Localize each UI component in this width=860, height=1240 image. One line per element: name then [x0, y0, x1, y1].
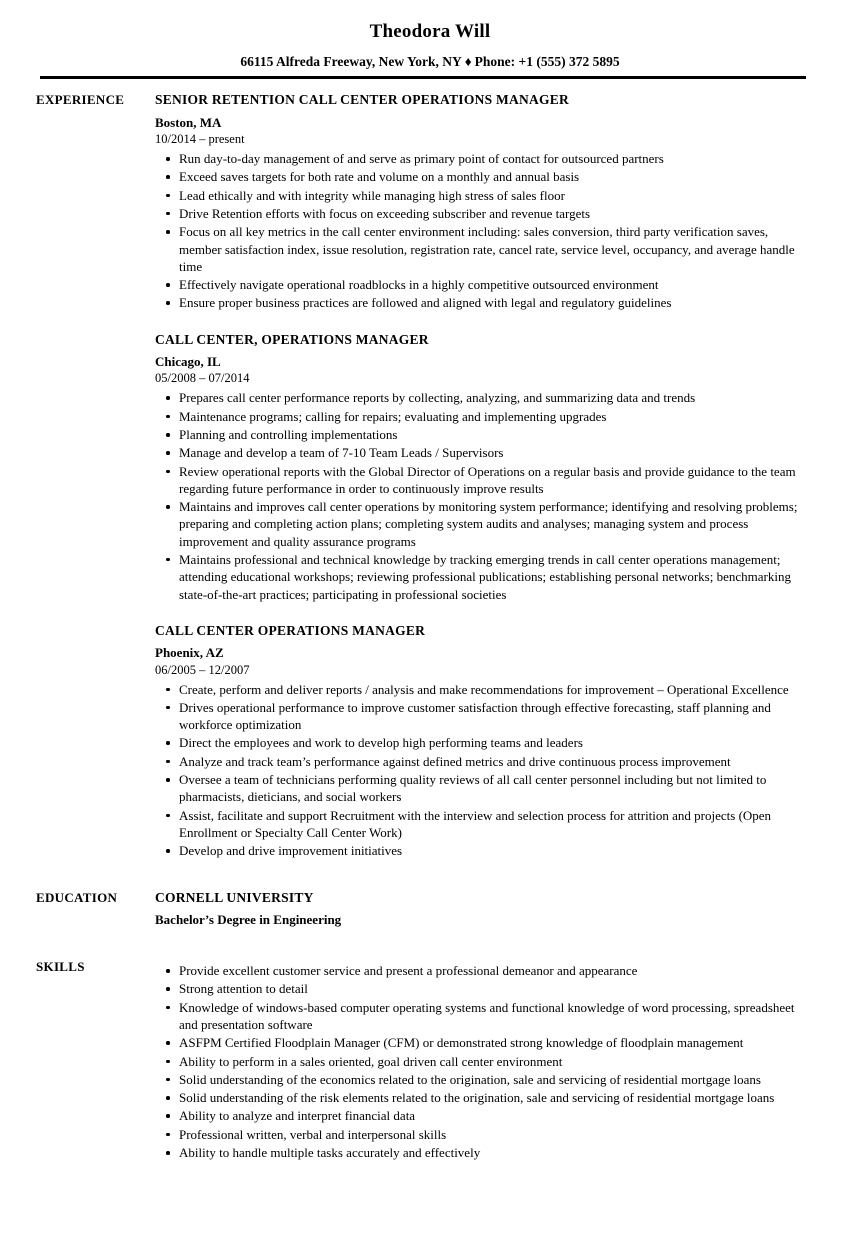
job-bullet: Exceed saves targets for both rate and volume on a monthly and annual basis	[155, 168, 810, 185]
skill-bullet: Ability to handle multiple tasks accurately and effectively	[155, 1144, 810, 1161]
job-bullet: Planning and controlling implementations	[155, 426, 810, 443]
job-location: Phoenix, AZ	[155, 645, 224, 661]
job-dates: 06/2005 – 12/2007	[155, 662, 250, 677]
education-school: CORNELL UNIVERSITY	[155, 890, 314, 906]
section-label-education: EDUCATION	[36, 890, 118, 906]
job-title: SENIOR RETENTION CALL CENTER OPERATIONS MANAGER	[155, 92, 569, 108]
job-entry	[155, 623, 810, 860]
skill-bullet: Provide excellent customer service and present a professional demeanor and appearance	[155, 962, 810, 979]
job-bullet: Analyze and track team’s performance against defined metrics and drive continuous process improvement	[155, 753, 810, 770]
job-bullet: Ensure proper business practices are followed and aligned with legal and regulatory guidelines	[155, 294, 810, 311]
job-bullet: Maintains and improves call center operations by monitoring system performance; identifying and resolving problems; preparing and completing action plans; completing system audits and analyses; managing system and process improvement and quality assurance programs	[155, 498, 810, 550]
contact-line	[0, 54, 860, 70]
job-dates: 10/2014 – present	[155, 132, 245, 147]
job-bullet: Maintains professional and technical knowledge by tracking emerging trends in call center operations management; attending educational workshops; reviewing professional publications; establishing personal networks; benchmarking state-of-the-art practices; participating in professional societies	[155, 551, 810, 603]
job-location: Chicago, IL	[155, 353, 221, 369]
resume-header	[0, 0, 860, 79]
skill-bullet: Professional written, verbal and interpersonal skills	[155, 1126, 810, 1143]
job-bullet: Develop and drive improvement initiatives	[155, 842, 810, 859]
skill-bullet: Ability to perform in a sales oriented, goal driven call center environment	[155, 1053, 810, 1070]
job-bullet-list	[155, 681, 810, 860]
skill-bullet: Strong attention to detail	[155, 980, 810, 997]
job-bullet-list	[155, 389, 810, 602]
education-degree: Bachelor’s Degree in Engineering	[155, 911, 342, 927]
skill-bullet: ASFPM Certified Floodplain Manager (CFM) or demonstrated strong knowledge of floodplain management	[155, 1034, 810, 1051]
skills-section	[0, 959, 860, 1161]
section-label-experience: EXPERIENCE	[36, 92, 125, 108]
job-bullet: Lead ethically and with integrity while managing high stress of sales floor	[155, 187, 810, 204]
job-title: CALL CENTER OPERATIONS MANAGER	[155, 622, 426, 638]
job-entry	[155, 332, 810, 603]
contact-address: 66115 Alfreda Freeway, New York, NY	[240, 53, 462, 69]
skill-bullet: Ability to analyze and interpret financial data	[155, 1107, 810, 1124]
diamond-separator-icon: ♦	[464, 53, 472, 69]
education-entry	[155, 890, 810, 927]
header-divider	[40, 76, 806, 79]
job-bullet: Prepares call center performance reports by collecting, analyzing, and summarizing data and trends	[155, 389, 810, 406]
job-bullet: Manage and develop a team of 7-10 Team Leads / Supervisors	[155, 444, 810, 461]
job-bullet: Drive Retention efforts with focus on exceeding subscriber and revenue targets	[155, 205, 810, 222]
job-title: CALL CENTER, OPERATIONS MANAGER	[155, 331, 429, 347]
job-dates: 05/2008 – 07/2014	[155, 371, 250, 386]
job-bullet: Effectively navigate operational roadblocks in a highly competitive outsourced environment	[155, 276, 810, 293]
skills-body	[155, 959, 860, 1161]
job-bullet: Direct the employees and work to develop high performing teams and leaders	[155, 734, 810, 751]
job-bullet: Run day-to-day management of and serve as primary point of contact for outsourced partners	[155, 150, 810, 167]
skill-bullet: Solid understanding of the economics related to the origination, sale and servicing of residential mortgage loans	[155, 1071, 810, 1088]
job-bullet: Assist, facilitate and support Recruitment with the interview and selection process for attrition and projects (Open Enrollment or Specialty Call Center Work)	[155, 807, 810, 842]
section-label-skills: SKILLS	[36, 959, 85, 975]
skills-bullet-list	[155, 962, 810, 1161]
job-bullet-list	[155, 150, 810, 312]
job-bullet: Focus on all key metrics in the call center environment including: sales conversion, third party verification saves, member satisfaction index, issue resolution, registration rate, cancel rate, service level, occupancy, and average handle time	[155, 223, 810, 275]
job-entry	[155, 92, 810, 311]
skill-bullet: Knowledge of windows-based computer operating systems and functional knowledge of word processing, spreadsheet and presentation software	[155, 999, 810, 1034]
job-bullet: Drives operational performance to improve customer satisfaction through effective forecasting, staff planning and workforce optimization	[155, 699, 810, 734]
skill-bullet: Solid understanding of the risk elements related to the origination, sale and servicing of residential mortgage loans	[155, 1089, 810, 1106]
job-bullet: Review operational reports with the Global Director of Operations on a regular basis and provide guidance to the team regarding future performance in order to continuously improve results	[155, 463, 810, 498]
job-location: Boston, MA	[155, 114, 222, 130]
experience-body	[155, 92, 860, 859]
job-bullet: Create, perform and deliver reports / analysis and make recommendations for improvement – Operational Excellence	[155, 681, 810, 698]
candidate-name: Theodora Will	[369, 21, 491, 42]
job-bullet: Oversee a team of technicians performing quality reviews of all call center personnel including but not limited to pharmacists, dieticians, and social workers	[155, 771, 810, 806]
education-body	[155, 890, 860, 927]
experience-section	[0, 92, 860, 859]
education-section	[0, 890, 860, 927]
contact-phone: Phone: +1 (555) 372 5895	[474, 53, 620, 69]
job-bullet: Maintenance programs; calling for repairs; evaluating and implementing upgrades	[155, 408, 810, 425]
